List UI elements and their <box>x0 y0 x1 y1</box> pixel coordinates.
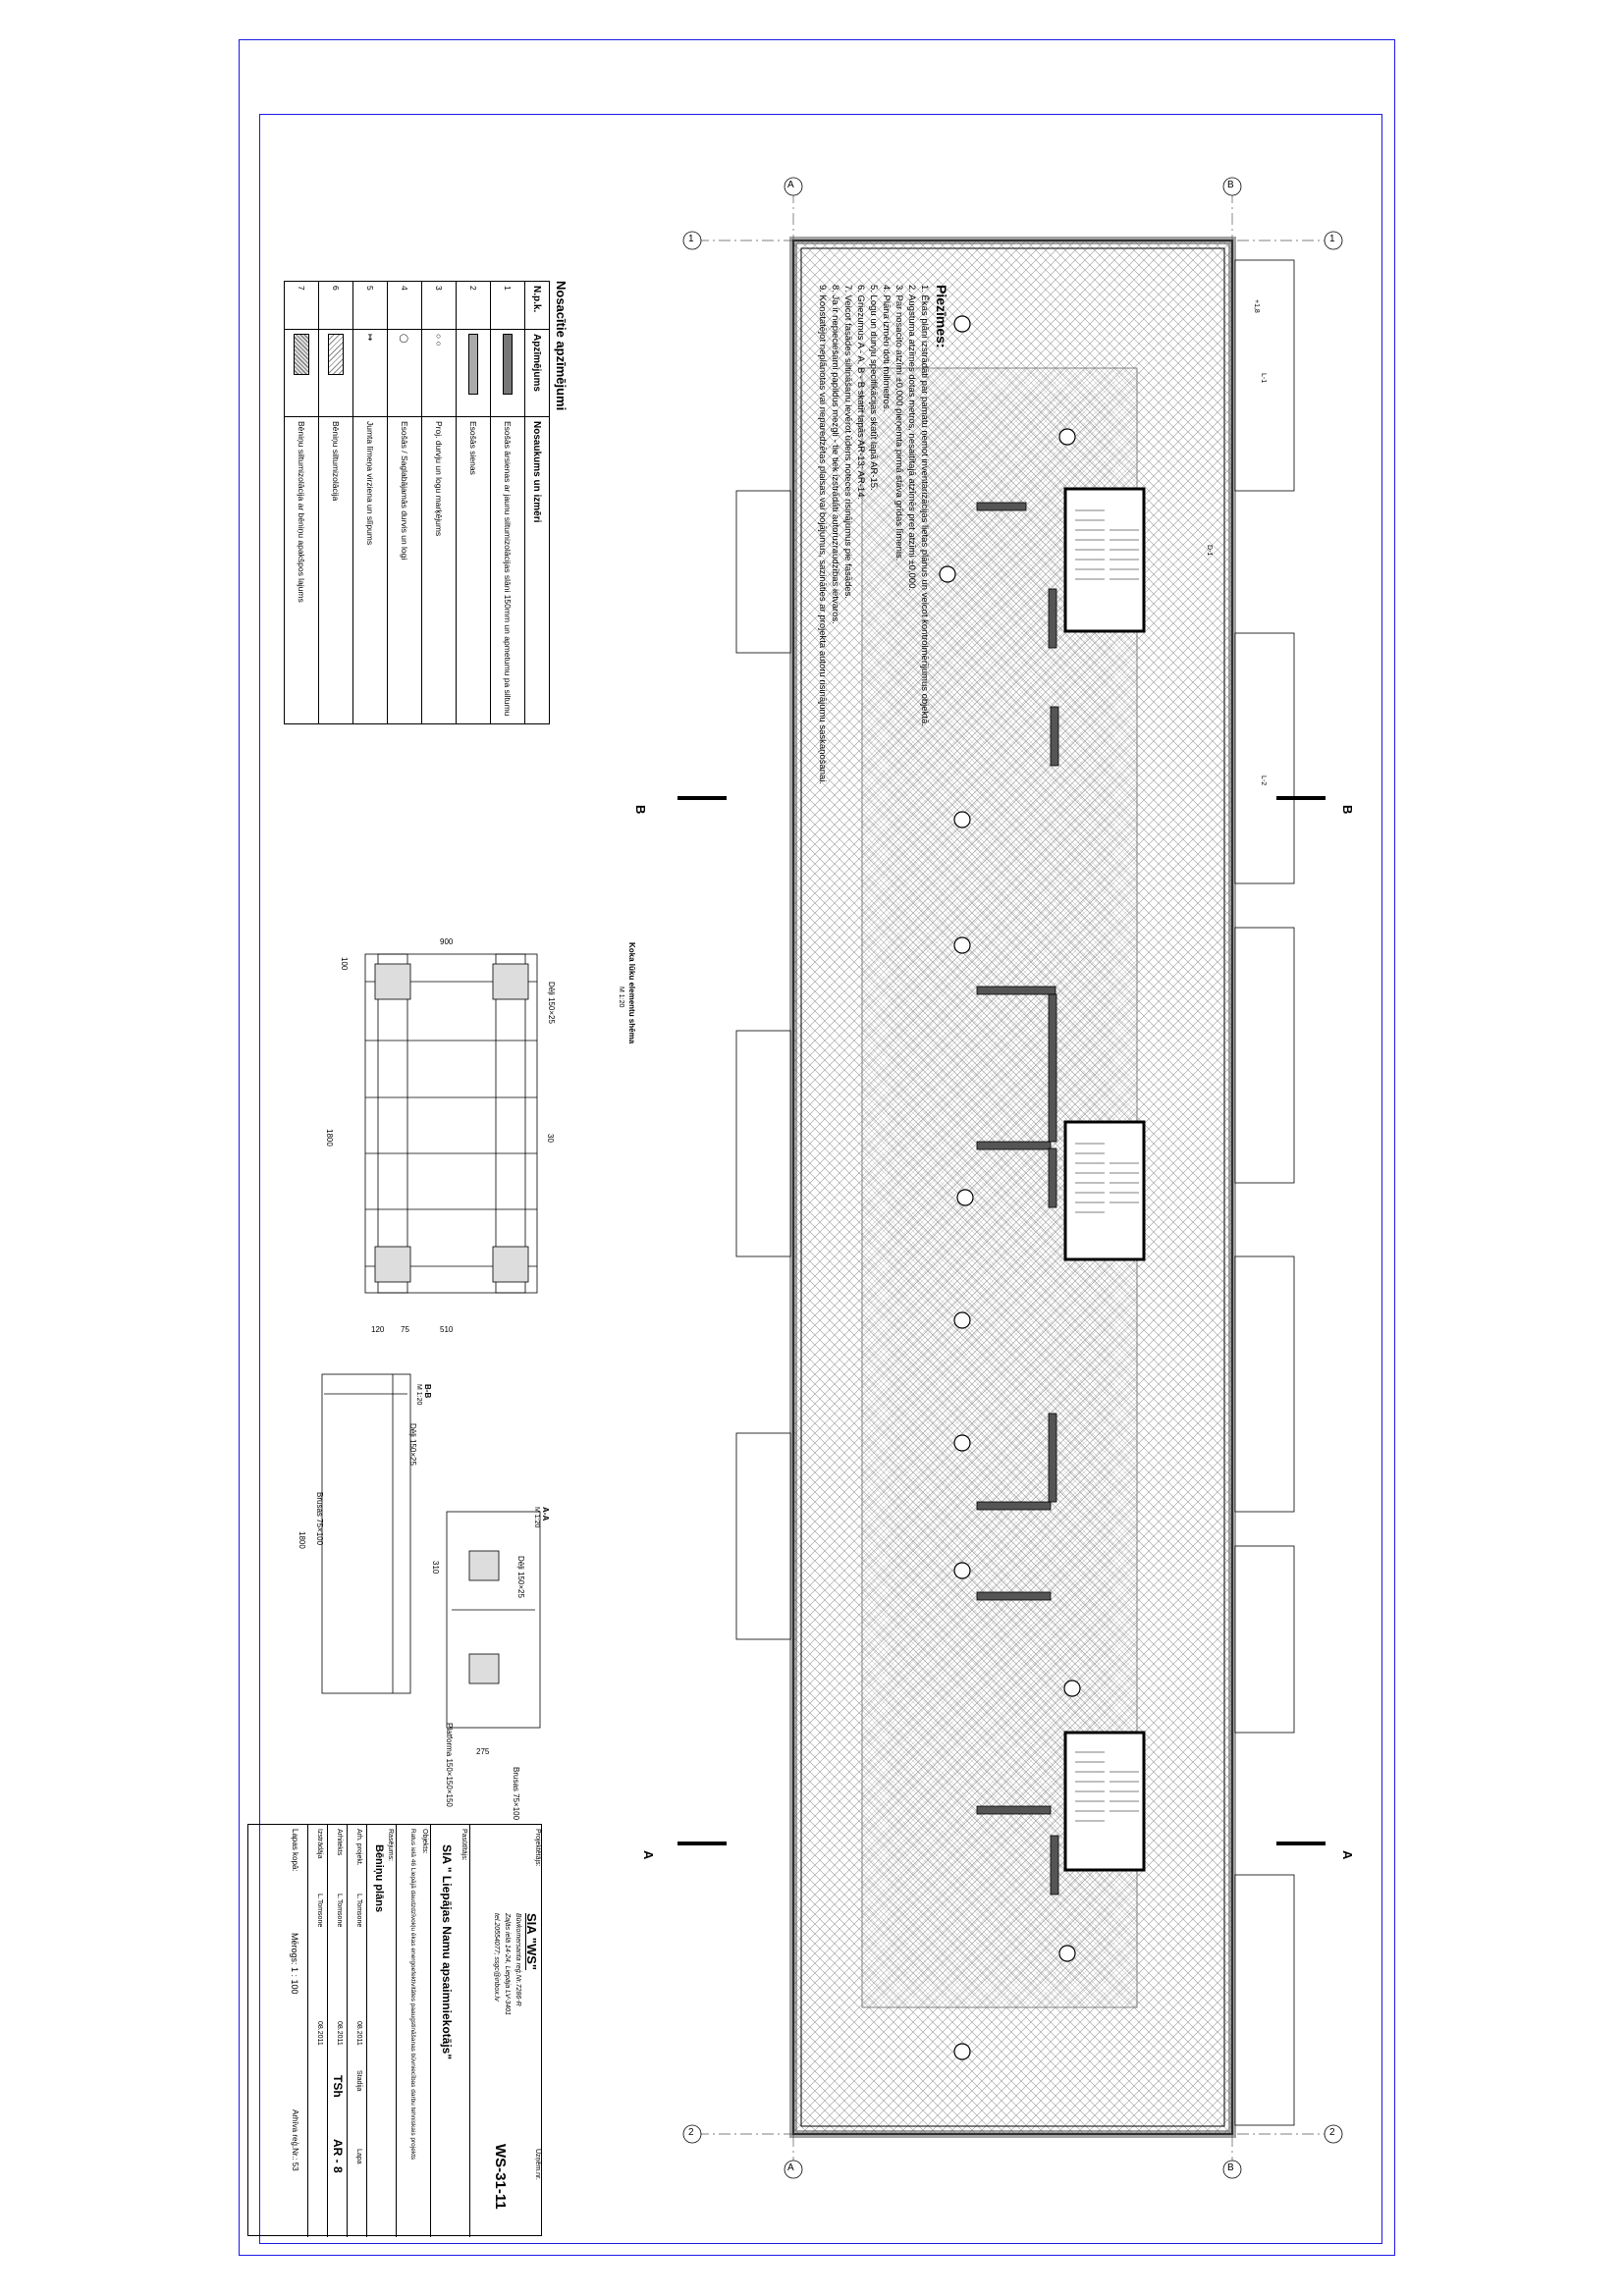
note-line: 9. Konstatējot neplānotas vai neparedzētas plaisas vai bojājumus, sazināties ar projekta autoru risinājumu saskaņošanai. <box>817 285 828 785</box>
tb-sheet-label: Lapa <box>355 2149 362 2164</box>
note-line: 7. Veicot fasādes siltināšanu ievērot ūdens noteces risinājumus pie fasādes. <box>842 285 853 600</box>
notes-title: Piezīmes: <box>934 285 949 348</box>
detail-dim-510: 510 <box>440 1325 454 1334</box>
note-line: 1. Ēkas plāni izstrādāti par pamatu ņemot inventarizācijas lietas plānus un veicot kontrolmērījumus objektā. <box>919 285 930 726</box>
hatch-detail-section-a <box>447 1512 540 1728</box>
detail-title: Koka lūku elementu shēma <box>627 942 636 1044</box>
tb-architect-label: Arhitekts <box>336 1829 343 1856</box>
legend <box>287 281 568 724</box>
note-line: 5. Logu un durvju specifikācijas skatīt lapā AR-15. <box>868 285 879 491</box>
tb-arh-proj-label: Arh. projekt. <box>355 1829 362 1866</box>
legend-header-name: Nosaukums un izmēri <box>525 417 550 724</box>
tb-stage-label: Stadija <box>355 2070 362 2092</box>
section-b-title: B-B <box>423 1384 432 1399</box>
tb-drawing-label: Rasējums: <box>387 1829 394 1862</box>
section-b-plank: Brusas 75×100 <box>315 1492 324 1546</box>
detail-dim-30: 30 <box>546 1134 555 1143</box>
section-a-board: Dēļi 150×25 <box>516 1556 525 1598</box>
stairwell-1 <box>1065 489 1144 631</box>
tb-phone: tel.20554077; ssgc@inbox.lv <box>493 1913 500 2002</box>
legend-row <box>491 282 525 724</box>
stairwell-2 <box>1065 1122 1144 1259</box>
tb-company: SIA "WS" <box>524 1913 539 1971</box>
tb-date-3: 08.2011 <box>316 2021 323 2046</box>
note-line: 4. Plāna izmēri doti milimetros. <box>881 285 892 412</box>
detail-dim-120: 120 <box>371 1325 385 1334</box>
legend-symbol-slope: ↦ <box>353 330 388 417</box>
section-a-title: A-A <box>541 1507 550 1522</box>
legend-name: Esošās / Saglabājamās durvis un logi <box>388 417 422 724</box>
tb-sheets-total: Lapas kopā: <box>291 1829 299 1872</box>
stairwell-3 <box>1065 1733 1144 1870</box>
tb-sheet: AR - 8 <box>331 2139 345 2173</box>
legend-title: Nosacītie apzīmējumi <box>554 281 568 411</box>
tb-project-nr-label: Uzņēm.nr. <box>534 2149 541 2180</box>
detail-scale: M 1:20 <box>618 987 624 1008</box>
axis-label-a-bottom: A <box>787 2163 794 2173</box>
tb-address: Zaļās ielā 14-24, Liepāja LV-3401 <box>504 1913 511 2016</box>
tb-scale: Mērogs: 1 : 100 <box>290 1933 299 1995</box>
legend-symbol-wall <box>457 330 491 417</box>
section-a-plank: Brusas 75×100 <box>512 1767 520 1821</box>
tb-designer-label: Projektētājs: <box>534 1829 541 1867</box>
detail-dim-1800: 1800 <box>325 1129 334 1147</box>
legend-num: 7 <box>285 282 319 330</box>
tb-developer-name: L.Tomsone <box>316 1894 323 1928</box>
section-b-board: Dēļi 150×25 <box>408 1423 417 1466</box>
section-a-scale: M 1:20 <box>533 1507 540 1528</box>
legend-num: 6 <box>319 282 353 330</box>
section-b-left-label: B <box>633 805 648 815</box>
tb-stage: TSh <box>331 2075 345 2098</box>
legend-table <box>284 281 550 724</box>
tb-architect-name: L.Tomsone <box>336 1894 343 1928</box>
section-a-platform: Platforma 150×150×150 <box>445 1723 454 1807</box>
legend-num: 3 <box>422 282 457 330</box>
tb-object: Ratus ielā 46 Liepājā daudzdzīvokļu ēkas energoefektivitātes paaugstināšanas būvniecības darbu tehniskais projekts <box>409 1829 416 2161</box>
legend-header-num: N.p.k. <box>525 282 550 330</box>
note-line: 3. Par nosacīto atzīmi ±0,000 pieņemta pirmā stāva grīdas līmenis. <box>893 285 904 561</box>
tb-project-nr: WS-31-11 <box>492 2144 509 2210</box>
legend-num: 4 <box>388 282 422 330</box>
window-tag: L-1 <box>1260 373 1267 384</box>
tb-developer-label: Izstrādāja <box>316 1829 323 1859</box>
tb-arh-proj-name: L.Tomsone <box>355 1894 362 1928</box>
section-b-right-label: B <box>1340 805 1355 815</box>
section-b-scale: M 1:20 <box>415 1384 422 1406</box>
legend-name: Esošās sienas <box>457 417 491 724</box>
legend-name: Esošās ārsienas ar jaunu siltumizolācijas slāni 150mm un apmetumu pa siltumu <box>491 417 525 724</box>
tb-date-2: 08.2011 <box>336 2021 343 2046</box>
tb-archive-nr: Arhīva reģ.Nr.: 53 <box>291 2109 299 2171</box>
hatch-detail-section-b <box>322 1374 410 1693</box>
legend-header-symbol: Apzīmējums <box>525 330 550 417</box>
tb-drawing: Bēniņu plāns <box>373 1844 385 1913</box>
stair-tag: D-1 <box>1206 545 1213 557</box>
legend-num: 5 <box>353 282 388 330</box>
note-line: 8. Ja ir nepieciešami papildus mezgli - tie tiek izstrādāti autoruzraudzības ietvaros. <box>830 285 840 624</box>
tb-object-label: Objekts: <box>421 1829 428 1854</box>
section-a-dim-275: 275 <box>476 1747 490 1756</box>
legend-symbol-insulation <box>319 330 353 417</box>
legend-row <box>319 282 353 724</box>
tb-date-1: 08.2011 <box>355 2021 362 2046</box>
hatch-detail-plan <box>365 954 537 1293</box>
section-a-left-label: A <box>641 1850 656 1860</box>
legend-num: 2 <box>457 282 491 330</box>
detail-dim-75: 75 <box>401 1325 409 1334</box>
section-b-dim-1800: 1800 <box>298 1531 306 1549</box>
axis-label-1-left: 1 <box>688 234 694 244</box>
tb-client: SIA " Liepājas Namu apsaimniekotājs" <box>440 1844 454 2060</box>
tb-reg: Būvkomersanta reģ.Nr.7286-R <box>514 1913 521 2006</box>
axis-label-b-top: B <box>1227 180 1234 190</box>
note-line: 2. Augstuma atzīmes dotas metros, nesaitītajā atzīmēs pret atzīmi ±0,000. <box>906 285 917 591</box>
axis-label-1-right: 1 <box>1329 234 1335 244</box>
legend-symbol-insulation-layer <box>285 330 319 417</box>
level-mark: +1,8 <box>1253 299 1260 313</box>
axis-label-2-right: 2 <box>1329 2127 1335 2138</box>
note-line: 6. Griezumus A - A, B - B skatīt lapās AR-13; AR-14. <box>855 285 866 501</box>
section-a-right-label: A <box>1340 1850 1355 1860</box>
legend-row <box>353 282 388 724</box>
legend-symbol-tag: ○ ○ <box>422 330 457 417</box>
axis-label-a-top: A <box>787 180 794 190</box>
section-a-dim-310: 310 <box>431 1561 440 1575</box>
title-block <box>247 1824 542 2236</box>
legend-row <box>422 282 457 724</box>
legend-row <box>388 282 422 724</box>
legend-name: Jumta līmeņa virziena un slīpums <box>353 417 388 724</box>
legend-symbol-existing: ◯ <box>388 330 422 417</box>
axis-label-2-left: 2 <box>688 2127 694 2138</box>
detail-beam-label: Dēļi 150×25 <box>547 982 556 1024</box>
axis-label-b-bottom: B <box>1227 2163 1234 2173</box>
tb-client-label: Pasūtītājs: <box>460 1829 467 1861</box>
legend-row <box>457 282 491 724</box>
legend-row <box>285 282 319 724</box>
legend-name: Bēniņu siltumizolācija <box>319 417 353 724</box>
detail-dim-900: 900 <box>440 937 454 946</box>
legend-name: Bēniņu siltumizolācija ar bēniņu apakšpos lajums <box>285 417 319 724</box>
general-notes <box>692 285 947 1148</box>
legend-num: 1 <box>491 282 525 330</box>
legend-name: Proj. durvju un logu marķējums <box>422 417 457 724</box>
detail-dim-100: 100 <box>340 957 349 971</box>
legend-symbol-insulated-wall <box>491 330 525 417</box>
window-tag-2: L-2 <box>1260 775 1267 786</box>
